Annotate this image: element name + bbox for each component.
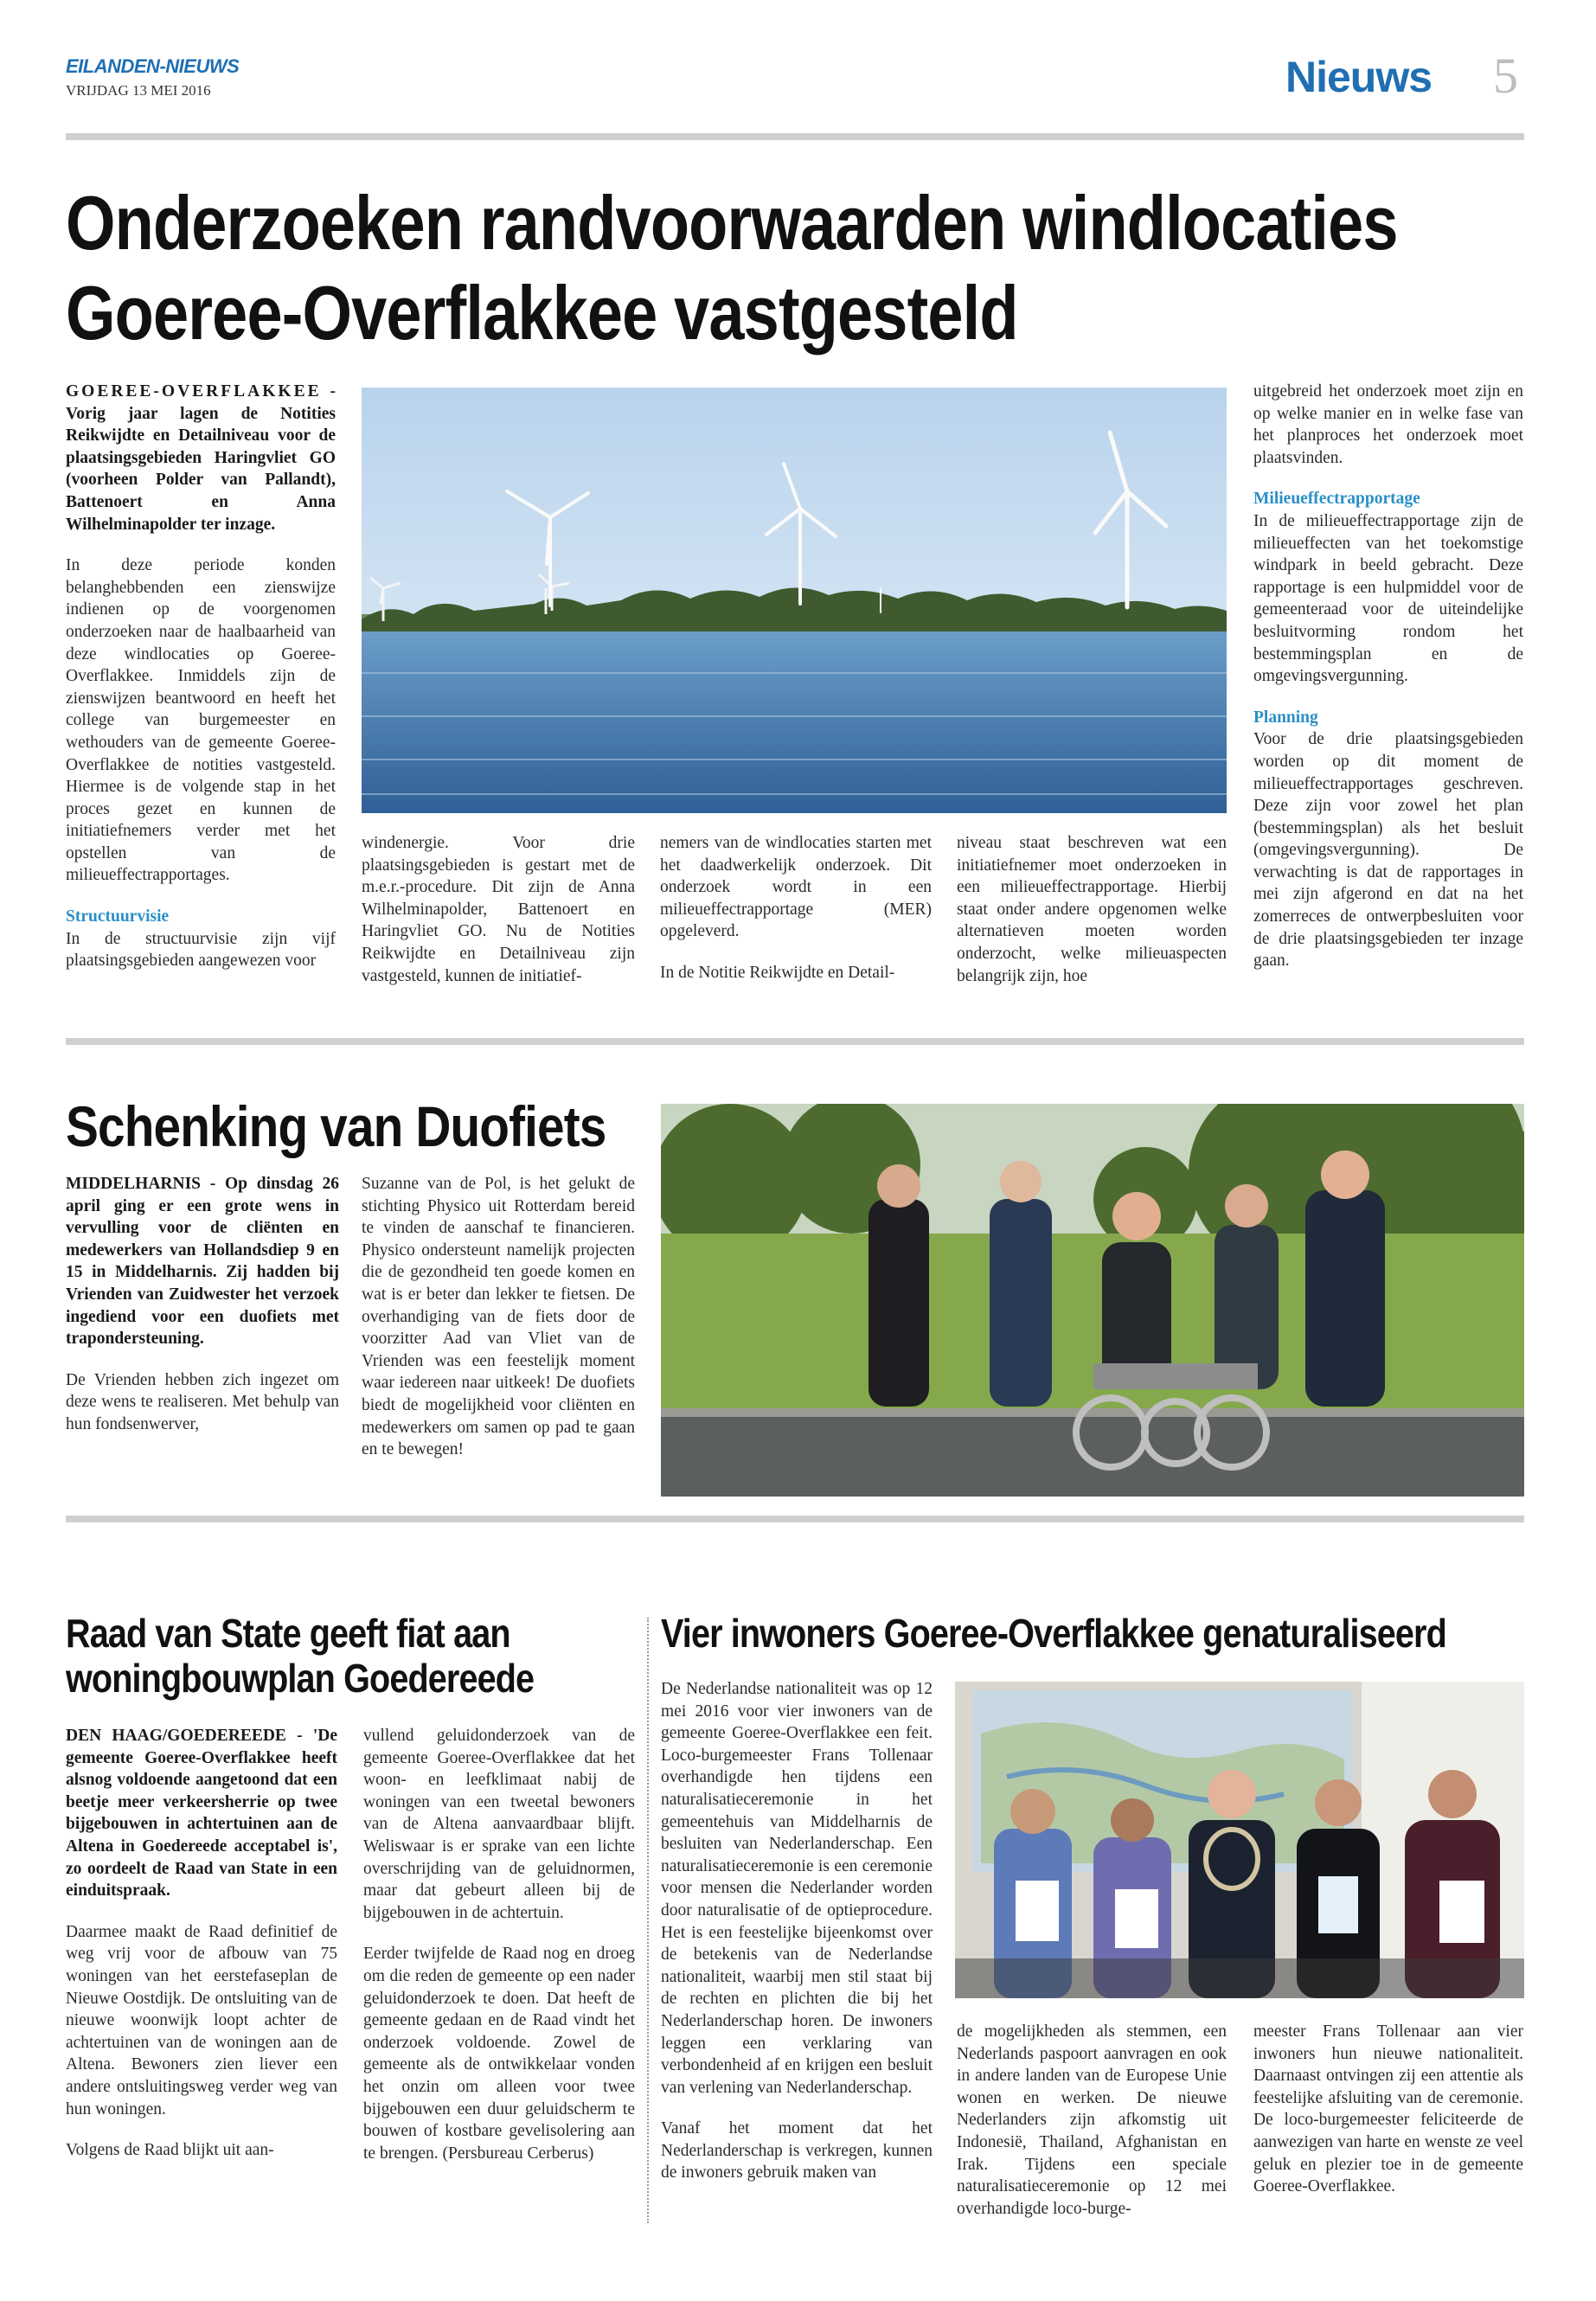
article1-col5-paragraph-2: In de milieueffectrapportage zijn de milieueffecten van het toekomstige windpark in beeld gebracht. Deze rapportage is een hulpmiddel voor de gemeenteraad voor de uiteindelijke besluitvorming rondom het bestemmingsplan en de omgevingsvergunning. (1253, 511, 1523, 686)
article3-headline-line1: Raad van State geeft fiat aan (66, 1611, 510, 1656)
article1-dateline: GOEREE-OVERFLAKKEE (66, 382, 322, 401)
article2-dateline: MIDDELHARNIS (66, 1175, 202, 1193)
article3-col2-paragraph-2: Eerder twijfelde de Raad nog en droeg om die reden de gemeente op een nader geluidonderzoek te doen. Dat heeft de gemeente gedaan en de Raad vindt het onderzoek voldoende. Zowel de gemeente als de ontwikkelaar vonden het onzin om alleen voor twee bijgebouwen een duur geluidscherm te bouwen of kostbare gevelisolering aan te brengen. (Persbureau Cerberus) (363, 1945, 635, 2163)
article3-col1-paragraph-2: Volgens de Raad blijkt uit aan- (66, 2141, 274, 2160)
article3-col1-paragraph: Daarmee maakt de Raad definitief de weg vrij voor de afbouw van 75 woningen van het eerstefaseplan de Nieuwe Oostdijk. De ontsluiting van de nieuwe woonwijk loopt achter de achtertuinen van de woningen aan de Altena. Bewoners zien liever een andere ontsluitingsweg verder weg van hun woningen. (66, 1922, 337, 2118)
issue-date: VRIJDAG 13 MEI 2016 (66, 82, 211, 99)
article4-col3-paragraph: meester Frans Tollenaar aan vier inwoners hun nieuwe nationaliteit. Daarnaast ontvingen zij een attentie als feestelijke afsluiting van de ceremonie. De loco-burgemeester feliciteerde de aanwezigen van harte en wenste ze veel geluk en plezier toe in de gemeente Goeree-Overflakkee. (1253, 2022, 1523, 2196)
article2-col2-paragraph: Suzanne van de Pol, is het gelukt de stichting Physico uit Rotterdam bereid te vinden de aanschaf te financieren. Physico ondersteunt namelijk projecten die de gezondheid ten goede komen en wat is er beter dan lekker te fietsen. De overhandiging van de fiets door de voorzitter Aad van Vliet van de Vrienden was een feestelijk moment waar iedereen naar uitkeek! De duofiets biedt de mogelijkheid voor cliënten en medewerkers om samen op pad te gaan en te bewegen! (362, 1175, 635, 1459)
article3-headline-line2: woningbouwplan Goedereede (66, 1656, 535, 1701)
article3-column-1 (66, 1725, 337, 2181)
article1-col5-paragraph-3: Voor de drie plaatsingsgebieden worden op dit moment de milieueffectrapportages geschreven. Deze zijn voor zowel het plan (bestemmingsplan) als het besluit (omgevingsvergunning). De verwachting is dat de rapportages in mei zijn afgerond en dat na het zomerreces de ontwerpbesluiten voor de drie plaatsingsgebieden ter inzage gaan. (1253, 730, 1523, 971)
article2-col1-paragraph: De Vrienden hebben zich ingezet om deze wens te realiseren. Met behulp van hun fondsenwerver, (66, 1370, 339, 1433)
article3-column-2 (363, 1725, 635, 2183)
article4-col2-paragraph: de mogelijkheden als stemmen, een Nederlands paspoort aanvragen en ook in andere landen van de Europese Unie wonen en werken. De nieuwe Nederlanders zijn afkomstig uit Indonesië, Thailand, Afghanistan en Irak. Tijdens een speciale naturalisatieceremonie op 12 mei overhandigde loco-burge- (957, 2022, 1227, 2218)
article2-column-2 (362, 1173, 635, 1480)
section-title: Nieuws (1285, 53, 1433, 101)
naturalisation-ceremony-photo (955, 1682, 1524, 1998)
article4-column-1 (661, 1678, 933, 2203)
article1-col2-paragraph: windenergie. Voor drie plaatsingsgebieden is gestart met de m.e.r.-procedure. Dit zijn de Anna Wilhelminapolder, Battenoert en Haringvliet GO. Nu de Notities Reikwijdte en Detailniveau zijn vastgesteld, kunnen de initiatief- (362, 834, 635, 985)
article1-column-2 (362, 832, 635, 1006)
article1-col3-paragraph: nemers van de windlocaties starten met het daadwerkelijk onderzoek. Dit onderzoek wordt in een milieueffectrapportage (MER) opgeleverd. (660, 834, 932, 941)
wind-turbines-photo (362, 388, 1227, 813)
subhead-milieueffectrapportage: Milieueffectrapportage (1253, 490, 1420, 509)
article1-headline-line2: Goeree-Overflakkee vastgesteld (66, 270, 1018, 356)
article2-lead: - Op dinsdag 26 april ging er een grote wens in vervulling voor de cliënten en medewerkers van Hollandsdiep 9 en 15 in Middelharnis. Zij hadden bij Vrienden van Zuidwester het verzoek ingediend voor een duofiets met trapondersteuning. (66, 1175, 339, 1349)
article4-headline: Vier inwoners Goeree-Overflakkee genaturaliseerd (661, 1611, 1446, 1656)
article1-col3-paragraph-2: In de Notitie Reikwijdte en Detail- (660, 963, 895, 982)
article3-col2-paragraph: vullend geluidonderzoek van de gemeente Goeree-Overflakkee dat het woon- en leefklimaat nabij de woningen van een tweetal bewoners van de Altena aanvaardbaar blijft. Weliswaar is er sprake van een lichte overschrijding van de geluidnormen, maar dat gebeurt alleen bij de bijgebouwen in de achtertuin. (363, 1727, 635, 1922)
page-number: 5 (1493, 48, 1518, 104)
article1-headline-line1: Onderzoeken randvoorwaarden windlocaties (66, 180, 1398, 266)
section-rule-1 (66, 1038, 1524, 1045)
article1-column-1 (66, 381, 336, 991)
duofiets-photo (661, 1104, 1524, 1497)
subhead-structuurvisie: Structuurvisie (66, 907, 170, 926)
article1-col1-paragraph-2: In de structuurvisie zijn vijf plaatsingsgebieden aangewezen voor (66, 929, 336, 971)
article4-column-2 (957, 2021, 1227, 2239)
article1-column-4 (957, 832, 1227, 1006)
paper-logo: EILANDEN-NIEUWS (66, 55, 240, 77)
article1-col4-paragraph: niveau staat beschreven wat een initiatiefnemer moet onderzoeken in een milieueffectrapportage. Hierbij staat onder andere opgenomen welke alternatieven moeten worden onderzocht, welke milieuaspecten belangrijk zijn, hoe (957, 834, 1227, 985)
article3-dateline: DEN HAAG/GOEDEREEDE (66, 1727, 286, 1745)
article4-column-3 (1253, 2021, 1523, 2217)
article1-column-5 (1253, 381, 1523, 991)
article1-column-3 (660, 832, 932, 1003)
article2-headline: Schenking van Duofiets (66, 1094, 606, 1158)
article1-lead: - Vorig jaar lagen de Notities Reikwijdte en Detailniveau voor de plaatsingsgebieden Haringvliet GO (voorheen Polder van Pallandt), Battenoert en Anna Wilhelminapolder ter inzage. (66, 382, 336, 534)
article1-col1-paragraph: In deze periode konden belanghebbenden een zienswijze indienen op de voorgenomen onderzoeken naar de haalbaarheid van deze windlocaties op Goeree-Overflakkee. Inmiddels zijn de zienswijzen beantwoord en heeft het college van burgemeester en wethouders van de gemeente Goeree-Overflakkee de notities vastgesteld. Hiermee is de volgende stap in het proces gezet en kunnen de initiatiefnemers verder met het opstellen van de milieueffectrapportages. (66, 556, 336, 885)
article4-col1-paragraph-2: Vanaf het moment dat het Nederlanderschap is verkregen, kunnen de inwoners gebruik maken van (661, 2119, 933, 2182)
section-rule-2 (66, 1516, 1524, 1522)
article1-col5-paragraph: uitgebreid het onderzoek moet zijn en op welke manier en in welke fase van het planproces het onderzoek moet plaatsvinden. (1253, 382, 1523, 467)
top-rule (66, 133, 1524, 140)
article2-column-1 (66, 1173, 339, 1455)
column-separator (647, 1618, 649, 2223)
article3-lead: - 'De gemeente Goeree-Overflakkee heeft alsnog voldoende aangetoond dat een beetje meer verkeersherrie op twee bijgebouwen in achtertuinen aan de Altena in Goedereede acceptabel is', zo oordeelt de Raad van State in een einduitspraak. (66, 1727, 338, 1900)
subhead-planning: Planning (1253, 708, 1318, 727)
article4-col1-paragraph: De Nederlandse nationaliteit was op 12 mei 2016 voor vier inwoners van de gemeente Goeree-Overflakkee een feit. Loco-burgemeester Frans Tollenaar overhandigde hen tijdens een naturalisatieceremonie in het gemeentehuis van Middelharnis de besluiten van Nederlanderschap. Een naturalisatieceremonie is een ceremonie voor mensen die Nederlander worden door naturalisatie of de optieprocedure. Het is een feestelijke bijeenkomst over de betekenis van de Nederlandse nationaliteit, waarbij men stil staat bij de rechten en plichten die bij het Nederlanderschap horen. De inwoners leggen een verklaring van verbondenheid af en krijgen een besluit van verlening van Nederlanderschap. (661, 1680, 933, 2097)
